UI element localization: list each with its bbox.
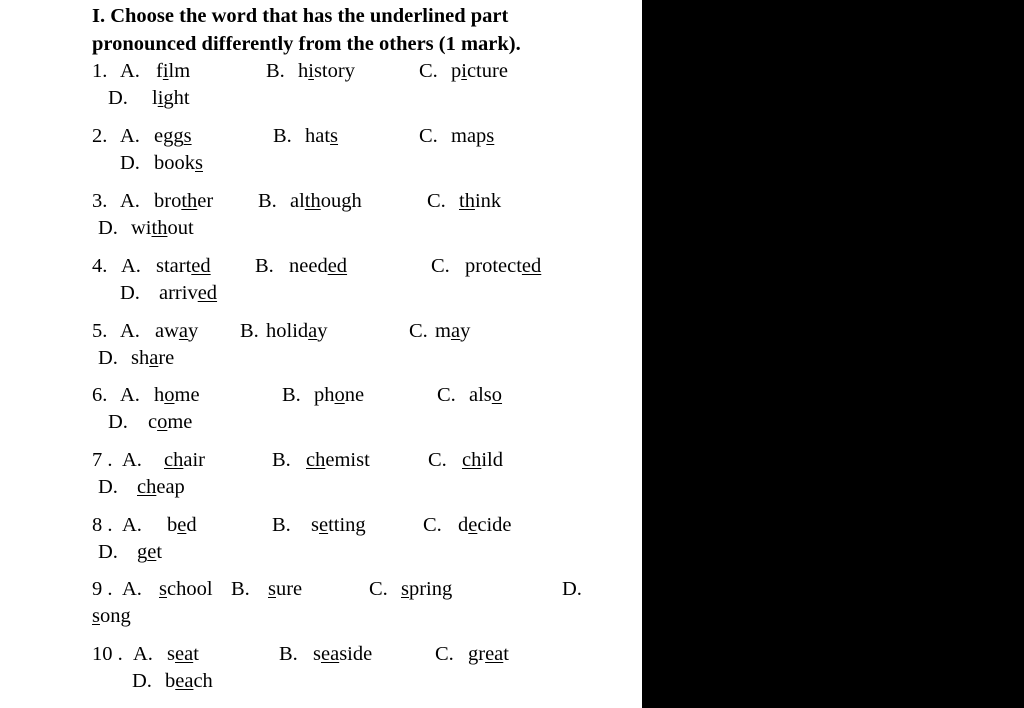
question-number: 7 . — [92, 449, 113, 471]
option-letter: A. — [121, 255, 141, 277]
underlined-part: s — [330, 125, 339, 147]
option-word: come — [148, 411, 193, 433]
underlined-part: ed — [521, 255, 542, 277]
underlined-part: ea — [174, 643, 194, 665]
option-word: arrived — [159, 282, 218, 304]
option-word: share — [131, 347, 175, 369]
option-letter: D. — [120, 282, 140, 304]
option-letter: B. — [266, 60, 285, 82]
underlined-part: s — [183, 125, 192, 147]
underlined-part: o — [334, 384, 345, 406]
option-letter: D. — [120, 152, 140, 174]
option-word: setting — [311, 514, 366, 536]
underlined-part: a — [308, 320, 318, 342]
option-word: maps — [451, 125, 495, 147]
option-word: child — [462, 449, 504, 471]
question-number: 2. — [92, 125, 108, 147]
option-word: history — [298, 60, 355, 82]
option-letter: A. — [122, 449, 142, 471]
option-letter: D. — [108, 87, 128, 109]
option-letter: A. — [120, 60, 140, 82]
option-letter: D. — [108, 411, 128, 433]
option-word: seat — [167, 643, 199, 665]
underlined-part: s — [92, 605, 100, 627]
option-word: think — [459, 190, 502, 212]
option-word: home — [154, 384, 200, 406]
option-letter: D. — [132, 670, 152, 692]
option-word: brother — [154, 190, 214, 212]
underlined-part: ch — [462, 449, 482, 471]
underlined-part: e — [318, 514, 329, 536]
option-letter: D. — [98, 541, 118, 563]
underlined-part: o — [157, 411, 168, 433]
option-letter: D. — [98, 476, 118, 498]
question-number: 5. — [92, 320, 108, 342]
underlined-part: a — [450, 320, 461, 342]
option-letter: A. — [120, 384, 140, 406]
underlined-part: i — [461, 60, 467, 82]
option-word: great — [468, 643, 509, 665]
option-word: hats — [305, 125, 339, 147]
option-letter: B. — [255, 255, 274, 277]
option-letter: C. — [409, 320, 428, 342]
option-word: holiday — [266, 320, 328, 342]
option-word: seaside — [313, 643, 373, 665]
option-letter: D. — [562, 578, 582, 600]
option-letter: C. — [428, 449, 447, 471]
option-word: school — [159, 578, 213, 600]
underlined-part: th — [181, 190, 198, 212]
option-word: light — [152, 87, 190, 109]
underlined-part: s — [401, 578, 409, 600]
option-letter: B. — [258, 190, 277, 212]
option-word: although — [290, 190, 362, 212]
underlined-part: s — [159, 578, 167, 600]
option-letter: B. — [272, 449, 291, 471]
option-letter: B. — [240, 320, 259, 342]
option-letter: A. — [120, 320, 140, 342]
option-word: eggs — [154, 125, 192, 147]
black-panel — [642, 0, 1024, 708]
option-letter: C. — [431, 255, 450, 277]
option-letter: A. — [120, 190, 140, 212]
option-letter: A. — [120, 125, 140, 147]
underlined-part: s — [486, 125, 495, 147]
option-letter: B. — [231, 578, 250, 600]
underlined-part: th — [304, 190, 321, 212]
option-word: spring — [401, 578, 453, 600]
underlined-part: ea — [485, 643, 504, 665]
underlined-part: ch — [164, 449, 184, 471]
instruction-title-line-1: I. Choose the word that has the underlined part — [92, 5, 509, 27]
underlined-part: ea — [320, 643, 340, 665]
question-number: 3. — [92, 190, 108, 212]
option-word: picture — [451, 60, 508, 82]
underlined-part: i — [162, 60, 169, 82]
question-number: 8 . — [92, 514, 113, 536]
underlined-part: ea — [175, 670, 194, 692]
option-word: phone — [314, 384, 365, 406]
question-number: 1. — [92, 60, 108, 82]
option-word: film — [156, 60, 191, 82]
underlined-part: s — [195, 152, 203, 174]
underlined-part: i — [157, 87, 164, 109]
option-word: may — [435, 320, 471, 342]
option-letter: D. — [98, 217, 118, 239]
option-word: beach — [165, 670, 213, 692]
option-letter: C. — [369, 578, 388, 600]
underlined-part: ed — [191, 255, 211, 277]
question-number: 4. — [92, 255, 108, 277]
underlined-part: th — [459, 190, 475, 212]
option-letter: C. — [419, 125, 438, 147]
option-letter: B. — [272, 514, 291, 536]
option-letter: C. — [419, 60, 438, 82]
option-letter: A. — [122, 578, 142, 600]
option-word: protected — [465, 255, 542, 277]
option-word: sure — [268, 578, 303, 600]
option-word: started — [156, 255, 211, 277]
option-letter: C. — [437, 384, 456, 406]
underlined-part: ch — [137, 476, 157, 498]
option-letter: C. — [423, 514, 442, 536]
option-word: cheap — [137, 476, 185, 498]
underlined-part: ch — [306, 449, 326, 471]
option-letter: B. — [279, 643, 298, 665]
option-word: chair — [164, 449, 205, 471]
question-number: 9 . — [92, 578, 113, 600]
option-word: get — [137, 541, 163, 563]
option-word: away — [155, 320, 199, 342]
instruction-title-line-2: pronounced differently from the others (1 mark). — [92, 33, 521, 55]
option-letter: A. — [133, 643, 153, 665]
option-word: chemist — [306, 449, 370, 471]
underlined-part: ed — [327, 255, 348, 277]
option-word: also — [469, 384, 503, 406]
underlined-part: s — [268, 578, 276, 600]
option-word: bed — [167, 514, 197, 536]
question-number: 6. — [92, 384, 108, 406]
underlined-part: e — [177, 514, 187, 536]
underlined-part: o — [164, 384, 175, 406]
option-word: song — [92, 605, 131, 627]
option-letter: A. — [122, 514, 142, 536]
option-word: books — [154, 152, 203, 174]
option-letter: C. — [435, 643, 454, 665]
option-word: decide — [458, 514, 512, 536]
option-letter: C. — [427, 190, 446, 212]
underlined-part: e — [468, 514, 478, 536]
option-letter: B. — [273, 125, 292, 147]
option-word: needed — [289, 255, 348, 277]
underlined-part: o — [491, 384, 503, 406]
underlined-part: th — [151, 217, 168, 239]
option-word: without — [131, 217, 194, 239]
underlined-part: ed — [197, 282, 218, 304]
question-number: 10 . — [92, 643, 123, 665]
option-letter: B. — [282, 384, 301, 406]
option-letter: D. — [98, 347, 118, 369]
underlined-part: a — [178, 320, 189, 342]
underlined-part: a — [149, 347, 159, 369]
underlined-part: e — [147, 541, 157, 563]
underlined-part: i — [308, 60, 314, 82]
